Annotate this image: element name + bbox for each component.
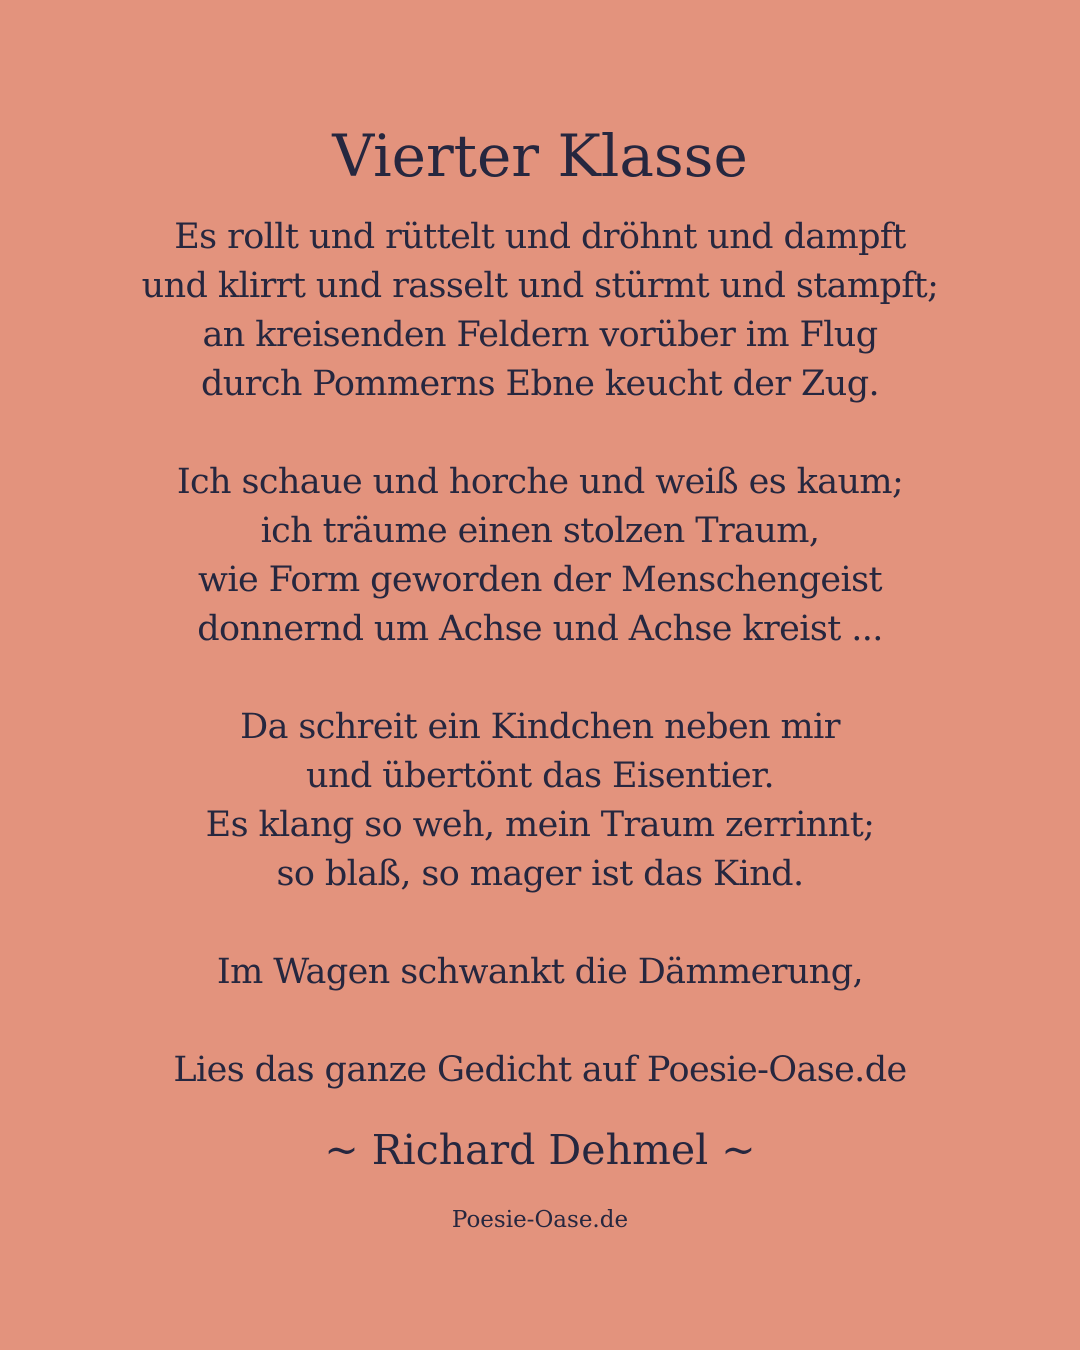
poem-line: an kreisenden Feldern vorüber im Flug [202, 315, 878, 355]
source-watermark: Poesie-Oase.de [451, 1207, 629, 1233]
stanza-2 [0, 458, 1080, 654]
poem-line: wie Form geworden der Menschengeist [198, 560, 882, 600]
stanza-3 [0, 703, 1080, 899]
poem-line: Da schreit ein Kindchen neben mir [240, 707, 840, 747]
poem-line: Es rollt und rüttelt und dröhnt und dampft [174, 217, 906, 257]
poem-line: durch Pommerns Ebne keucht der Zug. [200, 364, 880, 404]
poem-line: Es klang so weh, mein Traum zerrinnt; [205, 805, 875, 845]
poem-line: Ich schaue und horche und weiß es kaum; [176, 462, 904, 502]
poem-line: donnernd um Achse und Achse kreist ... [197, 609, 883, 649]
poem-line: Im Wagen schwankt die Dämmerung, [216, 952, 864, 992]
poem-line: ich träume einen stolzen Traum, [260, 511, 820, 551]
read-full-poem-text: Lies das ganze Gedicht auf Poesie-Oase.de [173, 1050, 907, 1090]
stanza-4 [0, 948, 1080, 997]
stanza-1 [0, 213, 1080, 409]
poem-line: und klirrt und rasselt und stürmt und stampft; [141, 266, 939, 306]
poem-line: und übertönt das Eisentier. [306, 756, 774, 796]
poem-title: Vierter Klasse [332, 122, 748, 190]
poem-line: so blaß, so mager ist das Kind. [276, 854, 804, 894]
author-name: ~ Richard Dehmel ~ [324, 1126, 756, 1174]
